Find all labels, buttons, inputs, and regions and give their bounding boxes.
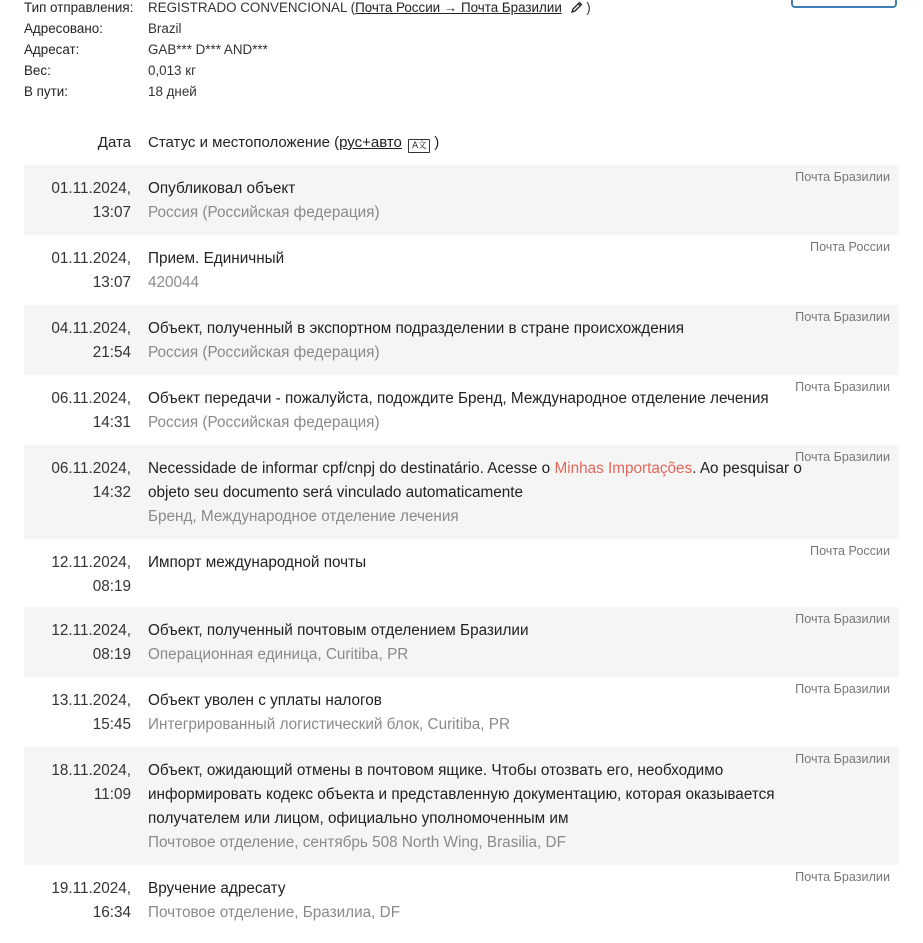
weight-value: 0,013 кг — [148, 63, 196, 78]
event-operator: Почта Бразилии — [795, 752, 890, 766]
event-datetime: 12.11.2024, 08:19 — [51, 622, 131, 663]
event-location: 420044 — [148, 274, 200, 291]
event-status: Объект, ожидающий отмены в почтовом ящике. Чтобы отозвать его, необходимо информировать кодекс объекта и представленную документацию, которая оказывается получателем или лицом, официально уполномоченным им — [148, 762, 775, 827]
type-value: REGISTRADO CONVENCIONAL (Почта России → Почта Бразилии ) — [148, 0, 591, 15]
events-list — [24, 165, 899, 935]
event-status: Опубликовал объект — [148, 180, 296, 197]
event-location: Почтовое отделение, Бразилиа, DF — [148, 904, 401, 921]
info-addressed-row — [24, 21, 591, 42]
info-recipient-row — [24, 42, 591, 63]
event-status: Объект передачи - пожалуйста, подождите Бренд, Международное отделение лечения — [148, 390, 769, 407]
event-row — [24, 375, 899, 445]
event-datetime: 04.11.2024, 21:54 — [51, 320, 131, 361]
event-status: Импорт международной почты — [148, 554, 367, 571]
event-row — [24, 235, 899, 305]
top-right-button[interactable] — [791, 0, 897, 8]
addressed-value: Brazil — [148, 21, 182, 36]
edit-pencil-icon[interactable] — [571, 1, 583, 13]
status-column-header: Статус и местоположение (рус+авто A文 ) — [148, 134, 440, 151]
event-operator: Почта Бразилии — [795, 612, 890, 626]
event-row — [24, 677, 899, 747]
event-status: Прием. Единичный — [148, 250, 285, 267]
event-row — [24, 445, 899, 539]
event-status: Объект, полученный в экспортном подразделении в стране происхождения — [148, 320, 685, 337]
recipient-value: GAB*** D*** AND*** — [148, 42, 268, 57]
minhas-importacoes-link[interactable]: Minhas Importações — [554, 460, 693, 477]
event-location: Бренд, Международное отделение лечения — [148, 508, 459, 525]
event-location: Россия (Российская федерация) — [148, 414, 380, 431]
event-row — [24, 607, 899, 677]
info-transit-row — [24, 84, 591, 105]
event-datetime: 06.11.2024, 14:32 — [51, 460, 131, 501]
event-operator: Почта Бразилии — [795, 682, 890, 696]
event-status: Объект уволен с уплаты налогов — [148, 692, 382, 709]
event-row — [24, 305, 899, 375]
event-datetime: 12.11.2024, 08:19 — [51, 554, 131, 595]
date-column-header: Дата — [97, 134, 131, 151]
event-status: Объект, полученный почтовым отделением Бразилии — [148, 622, 529, 639]
type-label: Тип отправления: — [24, 0, 134, 15]
events-table-header — [24, 134, 899, 156]
event-status: Вручение адресату — [148, 880, 286, 897]
transit-value: 18 дней — [148, 84, 197, 99]
info-type-row — [24, 0, 591, 21]
event-datetime: 06.11.2024, 14:31 — [51, 390, 131, 431]
weight-label: Вес: — [24, 63, 51, 78]
event-operator: Почта России — [810, 240, 890, 254]
event-location: Интегрированный логистический блок, Curitiba, PR — [148, 716, 510, 733]
event-operator: Почта Бразилии — [795, 380, 890, 394]
translate-icon[interactable]: A文 — [408, 139, 430, 153]
route-link[interactable]: Почта России → Почта Бразилии — [355, 0, 562, 15]
event-operator: Почта Бразилии — [795, 310, 890, 324]
info-weight-row — [24, 63, 591, 84]
event-operator: Почта Бразилии — [795, 450, 890, 464]
event-row — [24, 865, 899, 935]
event-datetime: 18.11.2024, 11:09 — [51, 762, 131, 803]
recipient-label: Адресат: — [24, 42, 80, 57]
event-datetime: 01.11.2024, 13:07 — [51, 180, 131, 221]
addressed-label: Адресовано: — [24, 21, 103, 36]
event-status: Necessidade de informar cpf/cnpj do destinatário. Acesse o Minhas Importações. Ao pesquisar o objeto seu documento será vinculado automaticamente — [148, 460, 802, 501]
shipment-info — [24, 0, 591, 105]
event-operator: Почта Бразилии — [795, 170, 890, 184]
event-datetime: 01.11.2024, 13:07 — [51, 250, 131, 291]
event-location: Россия (Российская федерация) — [148, 204, 380, 221]
event-datetime: 19.11.2024, 16:34 — [51, 880, 131, 921]
event-datetime: 13.11.2024, 15:45 — [51, 692, 131, 733]
event-location: Операционная единица, Curitiba, PR — [148, 646, 409, 663]
event-row — [24, 539, 899, 607]
event-location: Почтовое отделение, сентябрь 508 North Wing, Brasilia, DF — [148, 834, 566, 851]
event-row — [24, 747, 899, 865]
event-operator: Почта России — [810, 544, 890, 558]
event-row — [24, 165, 899, 235]
language-link[interactable]: рус+авто — [339, 134, 402, 151]
transit-label: В пути: — [24, 84, 68, 99]
event-location: Россия (Российская федерация) — [148, 344, 380, 361]
event-operator: Почта Бразилии — [795, 870, 890, 884]
